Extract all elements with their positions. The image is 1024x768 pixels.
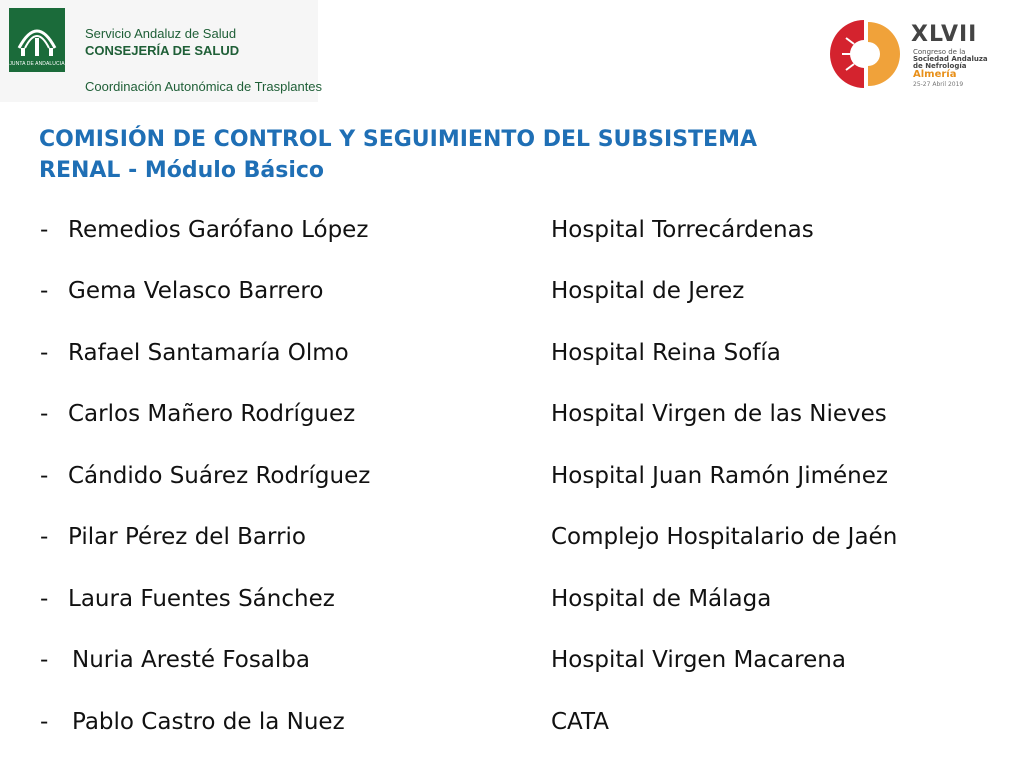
member-hospital: Hospital de Jerez: [551, 278, 745, 304]
congress-city: Almería: [913, 69, 957, 80]
title-line-2: RENAL - Módulo Básico: [39, 158, 325, 183]
member-hospital: Hospital de Málaga: [551, 586, 772, 612]
list-bullet: -: [40, 401, 49, 427]
list-item: [0, 515, 1024, 555]
member-hospital: Hospital Reina Sofía: [551, 340, 781, 366]
org-coordination-name: Coordinación Autonómica de Trasplantes: [85, 79, 323, 94]
member-hospital: Complejo Hospitalario de Jaén: [551, 524, 898, 550]
list-item: [0, 638, 1024, 678]
member-name: Remedios Garófano López: [68, 217, 369, 243]
member-hospital: Hospital Juan Ramón Jiménez: [551, 463, 888, 489]
congress-line-1: Congreso de la: [913, 48, 966, 56]
congress-logo: [824, 16, 1014, 96]
junta-caption: JUNTA DE ANDALUCIA: [9, 61, 65, 67]
member-name: Cándido Suárez Rodríguez: [68, 463, 371, 489]
list-bullet: -: [40, 278, 49, 304]
org-ministry-name: CONSEJERÍA DE SALUD: [85, 43, 240, 58]
list-item: [0, 331, 1024, 371]
title-line-1: COMISIÓN DE CONTROL Y SEGUIMIENTO DEL SUBSISTEMA: [39, 127, 757, 152]
congress-numeral: XLVII: [911, 22, 978, 47]
list-item: [0, 269, 1024, 309]
member-name: Carlos Mañero Rodríguez: [68, 401, 356, 427]
list-item: [0, 700, 1024, 740]
member-name: Pilar Pérez del Barrio: [68, 524, 306, 550]
list-bullet: -: [40, 217, 49, 243]
list-item: [0, 454, 1024, 494]
list-bullet: -: [40, 524, 49, 550]
list-bullet: -: [40, 463, 49, 489]
junta-andalucia-emblem: [9, 8, 65, 72]
member-name: Laura Fuentes Sánchez: [68, 586, 335, 612]
member-name: Nuria Aresté Fosalba: [72, 647, 310, 673]
list-bullet: -: [40, 586, 49, 612]
list-bullet: -: [40, 340, 49, 366]
member-name: Rafael Santamaría Olmo: [68, 340, 349, 366]
list-item: [0, 577, 1024, 617]
member-name: Pablo Castro de la Nuez: [72, 709, 345, 735]
congress-dates: 25-27 Abril 2019: [913, 81, 964, 88]
org-service-name: Servicio Andaluz de Salud: [85, 26, 237, 41]
list-bullet: -: [40, 709, 49, 735]
member-hospital: Hospital Virgen Macarena: [551, 647, 846, 673]
congress-line-3: de Nefrología: [913, 62, 967, 70]
member-hospital: Hospital Torrecárdenas: [551, 217, 814, 243]
congress-line-2: Sociedad Andaluza: [913, 55, 988, 63]
sas-logo: [0, 0, 323, 102]
page-title: [39, 124, 939, 186]
list-item: [0, 392, 1024, 432]
member-name: Gema Velasco Barrero: [68, 278, 324, 304]
list-bullet: -: [40, 647, 49, 673]
member-hospital: Hospital Virgen de las Nieves: [551, 401, 887, 427]
list-item: [0, 208, 1024, 248]
member-hospital: CATA: [551, 709, 610, 735]
